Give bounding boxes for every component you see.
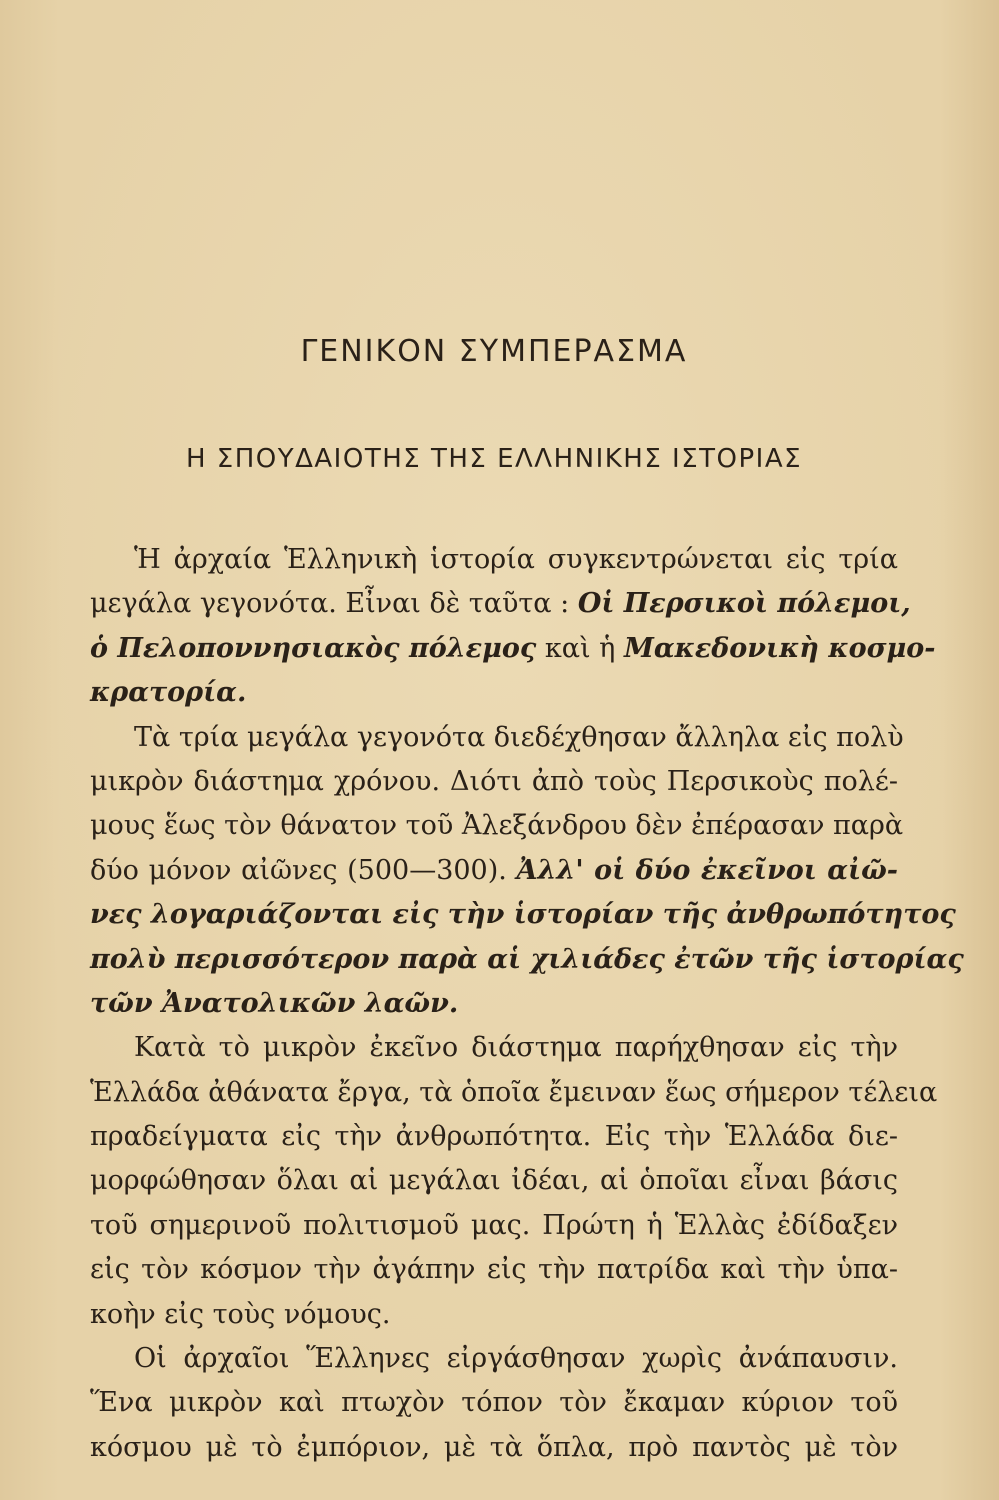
text-line: κοὴν εἰς τοὺς νόμους. (90, 1298, 391, 1330)
text-run: δύο μόνον αἰῶνες (500—300). (90, 854, 517, 886)
text-line (90, 671, 898, 715)
text-line: Ἕνα μικρὸν καὶ πτωχὸν τόπον τὸν ἔκαμαν κύριον τοῦ (90, 1387, 898, 1419)
text-line: Κατὰ τὸ μικρὸν ἐκεῖνο διάστημα παρήχθησαν εἰς τὴν (134, 1032, 898, 1064)
text-line: μους ἕως τὸν θάνατον τοῦ Ἀλεξάνδρου δὲν ἐπέρασαν παρὰ (90, 810, 904, 842)
text-line: Τὰ τρία μεγάλα γεγονότα διεδέχθησαν ἄλληλα εἰς πολὺ (134, 721, 904, 753)
emphasis-text: Οἱ Περσικοὶ πόλεμοι, (577, 588, 911, 620)
chapter-title: ΓΕΝΙΚΟΝ ΣΥΜΠΕΡΑΣΜΑ (300, 334, 688, 369)
emphasis-text: ὁ Πελοποννησιακὸς πόλεμος (90, 632, 537, 664)
text-run: μεγάλα γεγονότα. Εἶναι δὲ ταῦτα : (90, 588, 578, 620)
text-line: Ἑλλάδα ἀθάνατα ἔργα, τὰ ὁποῖα ἔμειναν ἕως σήμερον τέλεια (90, 1076, 938, 1108)
emphasis-text: Ἀλλ' οἱ δύο ἐκεῖνοι αἰῶ- (516, 854, 899, 886)
emphasis-text: Μακεδονικὴ κοσμο- (623, 632, 936, 664)
section-title: Η ΣΠΟΥΔΑΙΟΤΗΣ ΤΗΣ ΕΛΛΗΝΙΚΗΣ ΙΣΤΟΡΙΑΣ (185, 444, 803, 474)
text-run: καὶ ἡ (536, 632, 624, 664)
text-line (90, 849, 898, 893)
body-text (90, 538, 964, 1470)
emphasis-line: νες λογαριάζονται εἰς τὴν ἱστορίαν τῆς ἀνθρωπότητος (90, 899, 956, 931)
emphasis-text: κρατορία. (90, 677, 247, 709)
paragraph-3 (90, 1026, 938, 1337)
text-line: Ἡ ἀρχαία Ἑλληνικὴ ἱστορία συγκεντρώνεται εἰς τρία (134, 544, 898, 575)
text-line: μικρὸν διάστημα χρόνου. Διότι ἀπὸ τοὺς Περσικοὺς πολέ- (90, 765, 898, 797)
text-line: τοῦ σημερινοῦ πολιτισμοῦ μας. Πρώτη ἡ Ἑλλὰς ἐδίδαξεν (90, 1209, 898, 1241)
paragraph-1 (90, 538, 936, 716)
text-line: εἰς τὸν κόσμον τὴν ἀγάπην εἰς τὴν πατρίδα καὶ τὴν ὑπα- (90, 1254, 898, 1286)
book-page (90, 0, 964, 1500)
text-line (90, 627, 936, 671)
text-line: κόσμου μὲ τὸ ἐμπόριον, μὲ τὰ ὅπλα, πρὸ παντὸς μὲ τὸν (90, 1431, 898, 1463)
emphasis-line: τῶν Ἀνατολικῶν λαῶν. (90, 987, 459, 1019)
text-line: μορφώθησαν ὅλαι αἱ μεγάλαι ἰδέαι, αἱ ὁποῖαι εἶναι βάσις (90, 1165, 898, 1197)
paragraph-2 (90, 716, 964, 1027)
text-line (90, 582, 911, 626)
text-line: Οἱ ἀρχαῖοι Ἕλληνες εἰργάσθησαν χωρὶς ἀνάπαυσιν. (134, 1343, 898, 1375)
text-line: πραδείγματα εἰς τὴν ἀνθρωπότητα. Εἰς τὴν Ἑλλάδα διε- (90, 1121, 898, 1153)
emphasis-line: πολὺ περισσότερον παρὰ αἱ χιλιάδες ἐτῶν τῆς ἱστορίας (90, 943, 964, 975)
paragraph-4 (90, 1337, 898, 1470)
